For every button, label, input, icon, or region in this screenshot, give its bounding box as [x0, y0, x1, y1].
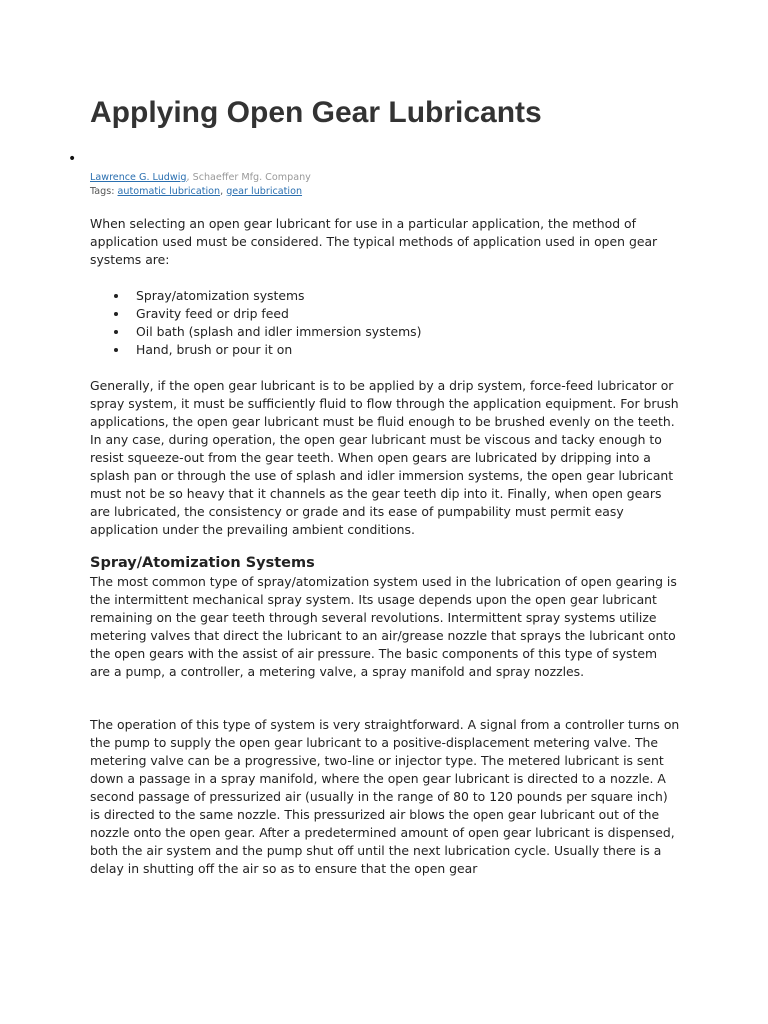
application-methods-list: [90, 287, 680, 359]
company-name: Schaeffer Mfg. Company: [192, 172, 311, 183]
list-item: Spray/atomization systems: [90, 287, 680, 305]
tags-label: Tags:: [90, 185, 118, 197]
spray-system-paragraph: The most common type of spray/atomization system used in the lubrication of open gearing is the intermittent mechanical spray system. Its usage depends upon the open gear lubricant remaining on the gear teeth through several revolutions. Intermittent spray systems utilize metering valves that direct the lubricant to an air/grease nozzle that sprays the lubricant onto the open gears with the assist of air pressure. The basic components of this type of system are a pump, a controller, a metering valve, a spray manifold and spray nozzles.: [90, 574, 677, 679]
intro-paragraph: When selecting an open gear lubricant for use in a particular application, the method of application used must be considered. The typical methods of application used in open gear systems are:: [90, 216, 658, 267]
list-item: Hand, brush or pour it on: [90, 341, 680, 359]
tags-separator: ,: [220, 185, 227, 197]
fluidity-paragraph: Generally, if the open gear lubricant is to be applied by a drip system, force-feed lubricator or spray system, it must be sufficiently fluid to flow through the application equipment. For brush applications, the open gear lubricant must be fluid enough to be brushed evenly on the teeth. In any case, during operation, the open gear lubricant must be viscous and tacky enough to resist squeeze-out from the gear teeth. When open gears are lubricated by dripping into a splash pan or through the use of splash and idler immersion systems, the open gear lubricant must not be so heavy that it channels as the gear teeth dip into it. Finally, when open gears are lubricated, the consistency or grade and its ease of pumpability must permit easy application under the prevailing ambient conditions.: [90, 378, 679, 537]
author-link[interactable]: Lawrence G. Ludwig: [90, 172, 187, 183]
tag-link-gear-lubrication[interactable]: gear lubrication: [226, 185, 303, 197]
empty-list-bullet: •: [68, 151, 77, 167]
tags-line: [90, 185, 311, 199]
page-title: Applying Open Gear Lubricants: [90, 96, 542, 129]
operation-paragraph: The operation of this type of system is very straightforward. A signal from a controller turns on the pump to supply the open gear lubricant to a positive-displacement metering valve. The metering valve can be a progressive, two-line or injector type. The metered lubricant is sent down a passage in a spray manifold, where the open gear lubricant is directed to a nozzle. A second passage of pressurized air (usually in the range of 80 to 120 pounds per square inch) is directed to the same nozzle. This pressurized air blows the open gear lubricant out of the nozzle onto the open gear. After a predetermined amount of open gear lubricant is dispensed, both the air system and the pump shut off until the next lubrication cycle. Usually there is a delay in shutting off the air so as to ensure that the open gear: [90, 717, 680, 876]
list-item: Gravity feed or drip feed: [90, 305, 680, 323]
section-heading: Spray/Atomization Systems: [90, 555, 315, 571]
article-meta: [90, 171, 311, 198]
tag-link-automatic-lubrication[interactable]: automatic lubrication: [117, 185, 221, 197]
list-item: Oil bath (splash and idler immersion systems): [90, 323, 680, 341]
byline: [90, 171, 311, 185]
byline-separator: ,: [186, 172, 193, 183]
